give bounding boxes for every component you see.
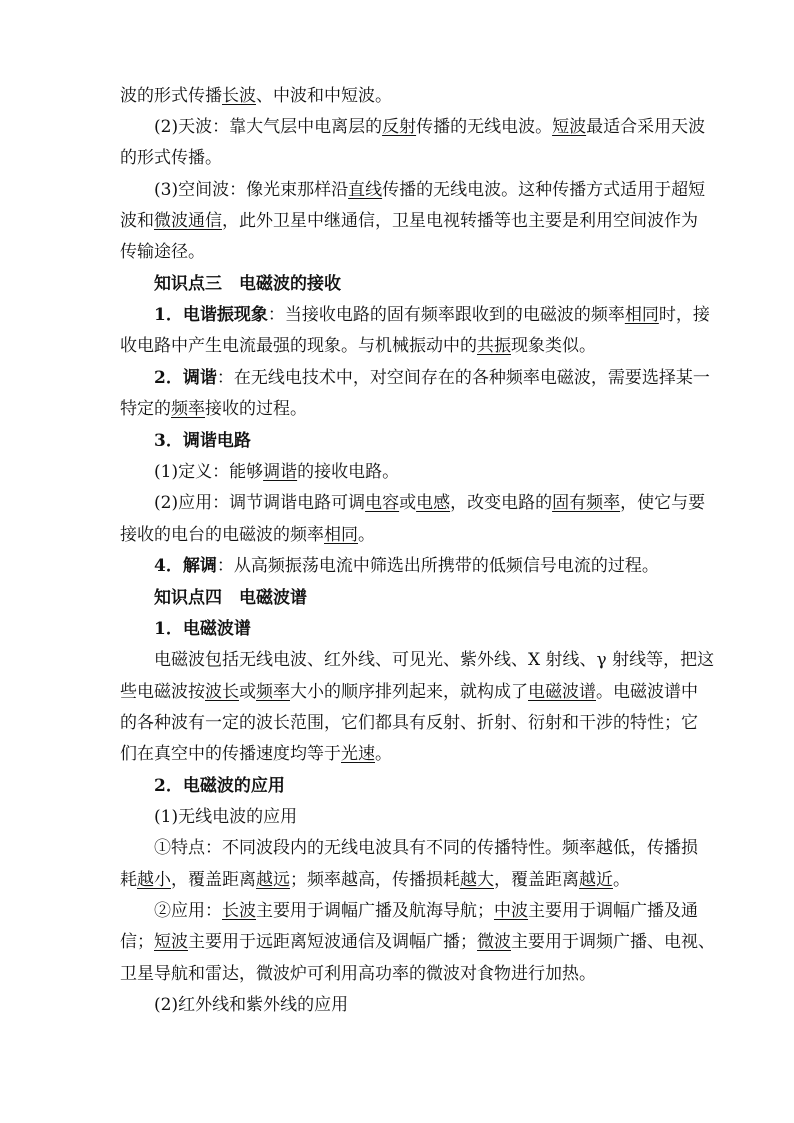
text-line (120, 523, 676, 547)
text-line (120, 680, 698, 704)
text-line (154, 554, 676, 578)
text-segment: 特定的 (120, 399, 171, 419)
text-line (154, 836, 698, 860)
bold-text: 2． (154, 368, 183, 388)
text-line (154, 303, 710, 327)
text-line (120, 240, 676, 264)
text-segment: 或 (399, 493, 417, 513)
underlined-term: 电磁波谱 (528, 682, 596, 702)
text-line (154, 805, 676, 829)
text-line (154, 460, 676, 484)
underlined-term: 频率 (256, 682, 290, 702)
text-segment: 电磁波包括无线电波、红外线、可见光、紫外线、X 射线、γ 射线等，把这 (154, 650, 715, 670)
text-line (120, 146, 676, 170)
text-segment: ，覆盖距离 (494, 870, 579, 890)
text-segment: (1)定义：能够 (154, 462, 264, 482)
underlined-term: 中波 (494, 901, 528, 921)
text-segment: (2)天波：靠大气层中电离层的 (154, 117, 383, 137)
text-segment: (2)红外线和紫外线的应用 (154, 995, 349, 1015)
text-segment: 接收的过程。 (205, 399, 307, 419)
text-segment: 的形式传播。 (120, 148, 222, 168)
bold-text: 调谐 (182, 368, 217, 388)
bold-text: 2．电磁波的应用 (154, 776, 285, 796)
text-segment: ：在无线电技术中，对空间存在的各种频率电磁波，需要选择某一 (216, 368, 710, 388)
bold-text: 电谐振现象 (182, 305, 268, 325)
underlined-term: 电感 (416, 493, 451, 513)
text-line (154, 993, 676, 1017)
underlined-term: 相同 (324, 525, 358, 545)
text-segment: ①特点：不同波段内的无线电波具有不同的传播特性。频率越低，传播损 (154, 838, 698, 858)
text-line (120, 962, 676, 986)
bold-text: 解调 (182, 556, 217, 576)
text-line (154, 491, 706, 515)
underlined-term: 反射 (382, 117, 417, 137)
underlined-term: 共振 (477, 336, 511, 356)
text-segment: 们在真空中的传播速度均等于 (120, 744, 341, 764)
text-segment: 主要用于远距离短波通信及调幅广播； (188, 932, 477, 952)
underlined-term: 相同 (624, 305, 659, 325)
text-segment: ，此外卫星中继通信，卫星电视转播等也主要是利用空间波作为 (222, 211, 698, 231)
underlined-term: 微波通信 (154, 211, 222, 231)
bold-text: 4． (154, 556, 183, 576)
text-segment: 的各种波有一定的波长范围，它们都具有反射、折射、衍射和干涉的特性；它 (120, 713, 698, 733)
underlined-term: 波长 (205, 682, 239, 702)
text-segment: 最适合采用天波 (586, 117, 706, 137)
text-segment: ：从高频振荡电流中筛选出所携带的低频信号电流的过程。 (216, 556, 659, 576)
text-segment: 大小的顺序排列起来，就构成了 (290, 682, 528, 702)
underlined-term: 微波 (477, 932, 511, 952)
text-line (154, 115, 706, 139)
text-segment: 耗 (120, 870, 137, 890)
text-segment: ：当接收电路的固有频率跟收到的电磁波的频率 (267, 305, 625, 325)
text-segment: 知识点四 电磁波谱 (154, 588, 307, 608)
underlined-term: 越近 (579, 870, 613, 890)
text-segment: 或 (239, 682, 256, 702)
text-segment: 波和 (120, 211, 154, 231)
text-line (120, 209, 698, 233)
text-segment: 波的形式传播 (120, 86, 222, 106)
underlined-term: 短波 (154, 932, 188, 952)
underlined-term: 固有频率 (552, 493, 621, 513)
bold-text: 1． (154, 305, 183, 325)
text-segment: 主要用于调频广播、电视、 (511, 932, 715, 952)
text-line (154, 899, 698, 923)
text-line (120, 711, 698, 735)
text-line (154, 774, 676, 798)
underlined-term: 频率 (171, 399, 205, 419)
text-segment: (2)应用：调节调谐电路可调 (154, 493, 366, 513)
text-segment: 传播的无线电波。这种传播方式适用于超短 (382, 180, 706, 200)
text-segment: 知识点三 电磁波的接收 (154, 274, 341, 294)
text-line (120, 397, 676, 421)
underlined-term: 电容 (365, 493, 400, 513)
text-line (120, 334, 676, 358)
text-line (120, 868, 676, 892)
text-segment: 现象类似。 (511, 336, 596, 356)
text-line (120, 742, 676, 766)
text-line (154, 648, 715, 672)
text-segment: 、中波和中短波。 (256, 86, 392, 106)
underlined-term: 短波 (552, 117, 587, 137)
text-line (120, 930, 715, 954)
text-line (154, 617, 676, 641)
underlined-term: 越远 (256, 870, 290, 890)
text-segment: 信； (120, 932, 154, 952)
text-line (120, 84, 676, 108)
underlined-term: 越大 (460, 870, 494, 890)
section-heading (154, 272, 676, 296)
text-line (154, 178, 706, 202)
text-segment: 收电路中产生电流最强的现象。与机械振动中的 (120, 336, 477, 356)
section-heading (154, 586, 676, 610)
text-segment: 卫星导航和雷达，微波炉可利用高功率的微波对食物进行加热。 (120, 964, 596, 984)
text-segment: 些电磁波按 (120, 682, 205, 702)
bold-text: 3．调谐电路 (154, 431, 251, 451)
underlined-term: 越小 (137, 870, 171, 890)
text-segment: 。 (358, 525, 375, 545)
underlined-term: 直线 (348, 180, 383, 200)
text-segment: ，覆盖距离 (171, 870, 256, 890)
text-segment: ，改变电路的 (450, 493, 553, 513)
text-segment: 接收的电台的电磁波的频率 (120, 525, 324, 545)
text-segment: (1)无线电波的应用 (154, 807, 298, 827)
text-segment: (3)空间波：像光束那样沿 (154, 180, 349, 200)
underlined-term: 调谐 (263, 462, 298, 482)
text-line (154, 366, 710, 390)
underlined-term: 长波 (222, 901, 256, 921)
text-segment: 时，接 (658, 305, 710, 325)
text-segment: 主要用于调幅广播及通 (528, 901, 698, 921)
text-segment: 传输途径。 (120, 242, 205, 262)
underlined-term: 光速 (341, 744, 375, 764)
text-segment: ；频率越高，传播损耗 (290, 870, 460, 890)
underlined-term: 长波 (222, 86, 256, 106)
text-segment: 。电磁波谱中 (596, 682, 698, 702)
text-segment: ②应用： (154, 901, 222, 921)
text-segment: 主要用于调幅广播及航海导航； (256, 901, 494, 921)
text-segment: 。 (613, 870, 630, 890)
text-segment: 传播的无线电波。 (416, 117, 553, 137)
bold-text: 1．电磁波谱 (154, 619, 251, 639)
text-segment: 。 (375, 744, 392, 764)
text-segment: ，使它与要 (620, 493, 706, 513)
text-line (154, 429, 676, 453)
text-segment: 的接收电路。 (297, 462, 400, 482)
